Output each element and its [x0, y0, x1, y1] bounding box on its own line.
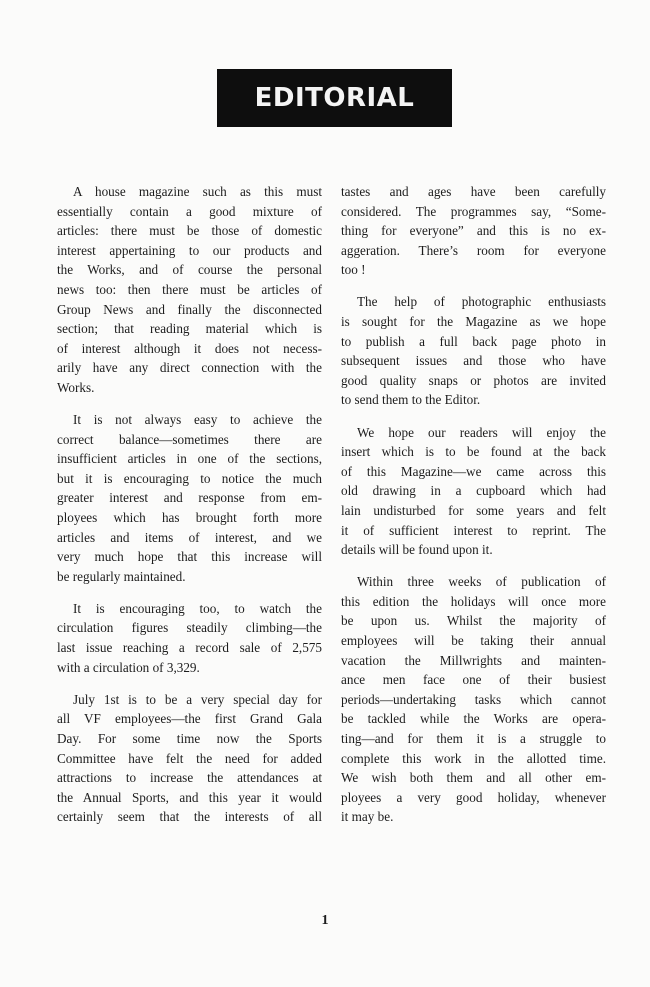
text-line: details will be found upon it. — [341, 542, 493, 558]
text-line: old drawing in a cupboard which had — [341, 483, 606, 499]
text-line: news too: then there must be articles of — [57, 281, 322, 297]
text-line: aggeration. There’s room for everyone — [341, 242, 606, 258]
text-line: be upon us. Whilst the majority of — [341, 613, 606, 629]
text-line: of this Magazine—we came across this — [341, 463, 606, 479]
text-line: ting—and for them it is a struggle to — [341, 730, 606, 746]
text-line: It is not always easy to achieve the — [73, 412, 322, 428]
text-line: insufficient articles in one of the sections, — [57, 451, 322, 467]
editorial-banner — [217, 69, 452, 127]
text-line: Works. — [57, 379, 95, 395]
text-line: ployees a very good holiday, whenever — [341, 789, 606, 805]
paragraph — [57, 182, 322, 398]
text-line: We wish both them and all other em- — [341, 770, 606, 786]
text-line: ployees which has brought forth more — [57, 510, 322, 525]
text-line: all VF employees—the first Grand Gala — [57, 711, 322, 727]
paragraph — [341, 292, 606, 410]
text-line: to send them to the Editor. — [341, 392, 481, 408]
paragraph — [57, 690, 322, 827]
text-line: periods—undertaking tasks which cannot — [341, 691, 606, 707]
text-line: circulation figures steadily climbing—the — [57, 620, 322, 636]
paragraph — [341, 423, 606, 560]
text-line: greater interest and response from em- — [57, 490, 322, 506]
text-line: the Works, and of course the personal — [57, 262, 322, 278]
text-line: Day. For some time now the Sports — [57, 730, 322, 746]
text-line: is sought for the Magazine as we hope — [341, 314, 606, 330]
text-line: A house magazine such as this must — [73, 184, 322, 199]
text-line: be tackled while the Works are opera- — [341, 711, 606, 727]
text-line: this edition the holidays will once more — [341, 593, 606, 609]
right-column — [341, 182, 606, 839]
text-line: articles and items of interest, and we — [57, 529, 322, 545]
text-line: but it is encouraging to notice the much — [57, 470, 322, 486]
left-column — [57, 182, 322, 839]
text-line: last issue reaching a record sale of 2,575 — [57, 640, 322, 656]
text-line: lain undisturbed for some years and felt — [341, 502, 606, 518]
page-title: EDITORIAL — [254, 83, 415, 113]
text-line: be regularly maintained. — [57, 568, 186, 584]
paragraph — [57, 410, 322, 586]
text-line: Committee have felt the need for added — [57, 750, 322, 766]
text-line: arily have any direct connection with the — [57, 360, 322, 376]
text-line: considered. The programmes say, “Some- — [341, 203, 606, 219]
text-line: it may be. — [341, 809, 394, 825]
text-line: The help of photographic enthusiasts — [357, 294, 606, 310]
text-line: vacation the Millwrights and mainten- — [341, 652, 606, 668]
text-line: it of sufficient interest to reprint. The — [341, 522, 606, 538]
text-line: insert which is to be found at the back — [341, 444, 606, 460]
text-line: articles: there must be those of domestic — [57, 223, 322, 239]
text-line: with a circulation of 3,329. — [57, 659, 200, 675]
text-line: employees will be taking their annual — [341, 632, 606, 648]
text-line: the Annual Sports, and this year it would — [57, 789, 322, 805]
text-line: complete this work in the allotted time. — [341, 750, 606, 766]
paragraph — [341, 572, 606, 827]
text-line: to publish a full back page photo in — [341, 333, 606, 349]
paragraph — [341, 182, 606, 280]
text-line: correct balance—sometimes there are — [57, 431, 322, 447]
paragraph — [57, 599, 322, 677]
text-line: essentially contain a good mixture of — [57, 203, 322, 219]
text-line: Within three weeks of publication of — [357, 574, 606, 590]
text-line: thing for everyone” and this is no ex- — [341, 223, 606, 239]
text-line: ance men face one of their busiest — [341, 672, 606, 688]
text-line: It is encouraging too, to watch the — [73, 600, 322, 616]
text-line: tastes and ages have been carefully — [341, 184, 606, 199]
text-line: certainly seem that the interests of all — [57, 809, 322, 825]
text-line: Group News and finally the disconnected — [57, 301, 322, 317]
text-line: very much hope that this increase will — [57, 549, 322, 565]
text-line: We hope our readers will enjoy the — [357, 424, 606, 440]
text-line: attractions to increase the attendances at — [57, 770, 322, 786]
text-line: interest appertaining to our products and — [57, 242, 322, 258]
page-number: 1 — [321, 913, 329, 928]
text-line: of interest although it does not necess- — [57, 340, 322, 356]
text-line: section; that reading material which is — [57, 321, 322, 337]
text-line: too ! — [341, 262, 366, 278]
text-line: subsequent issues and those who have — [341, 353, 606, 369]
text-line: good quality snaps or photos are invited — [341, 372, 606, 388]
text-line: July 1st is to be a very special day for — [73, 691, 322, 707]
